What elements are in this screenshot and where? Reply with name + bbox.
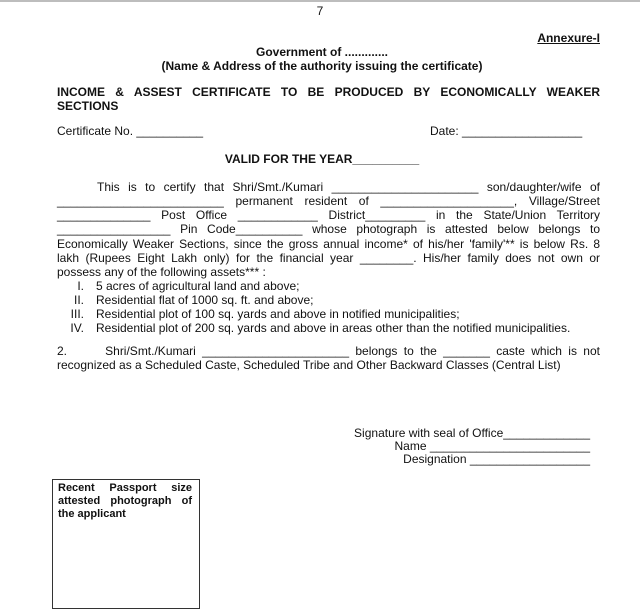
caste-paragraph-line1: 2. Shri/Smt./Kumari ______________________ belongs to the _______ caste which is not (57, 344, 600, 358)
paragraph-line: lakh (Rupees Eight Lakh only) for the financial year ________. His/her family does not own or (57, 251, 600, 265)
photo-box-text: Recent Passport size (58, 482, 192, 494)
paragraph-line: _________________ Pin Code__________ whose photograph is attested below belongs to (57, 222, 600, 236)
paragraph-line: Economically Weaker Sections, since the gross annual income* of his/her 'family'** is below Rs. 8 (57, 237, 600, 251)
page-top-border (0, 0, 640, 2)
list-item: IV. Residential plot of 200 sq. yards and above in areas other than the notified municipalities. (70, 321, 571, 335)
date-field: Date: __________________ (430, 124, 583, 138)
paragraph-line: ______________ Post Office ____________ District_________ in the State/Union Territory (57, 208, 600, 222)
authority-line: (Name & Address of the authority issuing the certificate) (161, 59, 483, 73)
list-item: I. 5 acres of agricultural land and above; (77, 279, 300, 293)
caste-paragraph-line2: recognized as a Scheduled Caste, Scheduled Tribe and Other Backward Classes (Central List) (57, 358, 561, 372)
certificate-number-field: Certificate No. __________ (57, 124, 204, 138)
passport-photo-box (52, 479, 200, 609)
photo-box-text: attested photograph of (58, 495, 192, 507)
government-line: Government of ............. (255, 45, 389, 59)
certificate-title-line2: SECTIONS (57, 99, 119, 113)
certificate-title-line1: INCOME & ASSEST CERTIFICATE TO BE PRODUCED BY ECONOMICALLY WEAKER (57, 85, 600, 99)
valid-for-year: VALID FOR THE YEAR__________ (224, 152, 420, 166)
list-item: III. Residential plot of 100 sq. yards and above in notified municipalities; (70, 307, 460, 321)
signatory-designation-field: Designation __________________ (403, 452, 590, 466)
paragraph-line: This is to certify that Shri/Smt./Kumari ______________________ son/daughter/wife of (97, 180, 600, 194)
photo-box-text: the applicant (58, 508, 126, 520)
list-item: II. Residential flat of 1000 sq. ft. and above; (73, 293, 314, 307)
annexure-label: Annexure-I (537, 31, 600, 45)
signature-seal-field: Signature with seal of Office_____________ (354, 426, 590, 440)
paragraph-line: possess any of the following assets*** : (57, 265, 266, 279)
signatory-name-field: Name ________________________ (394, 439, 590, 453)
page-number: 7 (316, 4, 324, 18)
paragraph-line: _________________________ permanent resident of ____________________, Village/Street (57, 194, 600, 208)
